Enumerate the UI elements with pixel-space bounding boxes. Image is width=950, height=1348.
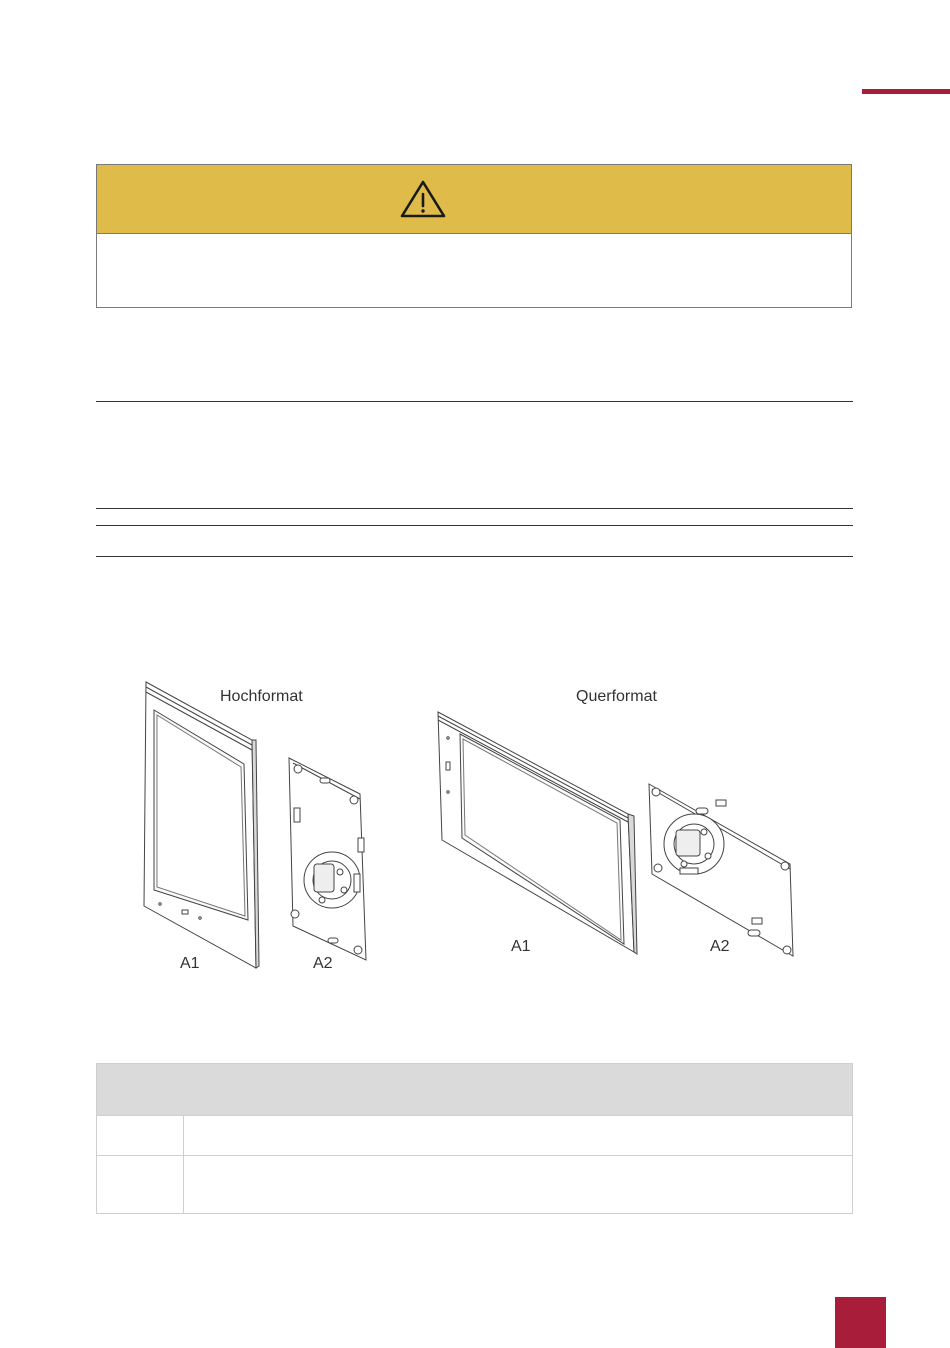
- device-illustration: [96, 668, 853, 988]
- landscape-display-drawing: [438, 712, 637, 954]
- portrait-plate-label: A2: [313, 955, 333, 972]
- table-header: [97, 1064, 852, 1115]
- component-table: [96, 1063, 853, 1214]
- table-cell: [97, 1116, 184, 1155]
- rule-3: [96, 525, 853, 526]
- portrait-plate-drawing: [289, 758, 366, 960]
- rule-4: [96, 556, 853, 557]
- portrait-display-label: A1: [180, 955, 200, 972]
- table-cell: [185, 1116, 852, 1155]
- landscape-plate-label: A2: [710, 938, 730, 955]
- rule-1: [96, 401, 853, 402]
- warning-triangle-icon: [399, 179, 447, 219]
- header-accent-bar: [862, 89, 950, 94]
- rule-2: [96, 508, 853, 509]
- warning-box: [96, 164, 852, 308]
- landscape-title: Querformat: [576, 688, 657, 705]
- table-row: [97, 1115, 852, 1155]
- portrait-title: Hochformat: [220, 688, 303, 705]
- landscape-display-label: A1: [511, 938, 531, 955]
- page-number-badge: [835, 1297, 886, 1348]
- landscape-plate-drawing: [649, 784, 793, 956]
- table-cell: [97, 1156, 184, 1213]
- device-figure: [96, 668, 853, 988]
- warning-header: [97, 165, 851, 234]
- table-row: [97, 1155, 852, 1213]
- table-cell: [185, 1156, 852, 1213]
- portrait-display-drawing: [144, 682, 259, 968]
